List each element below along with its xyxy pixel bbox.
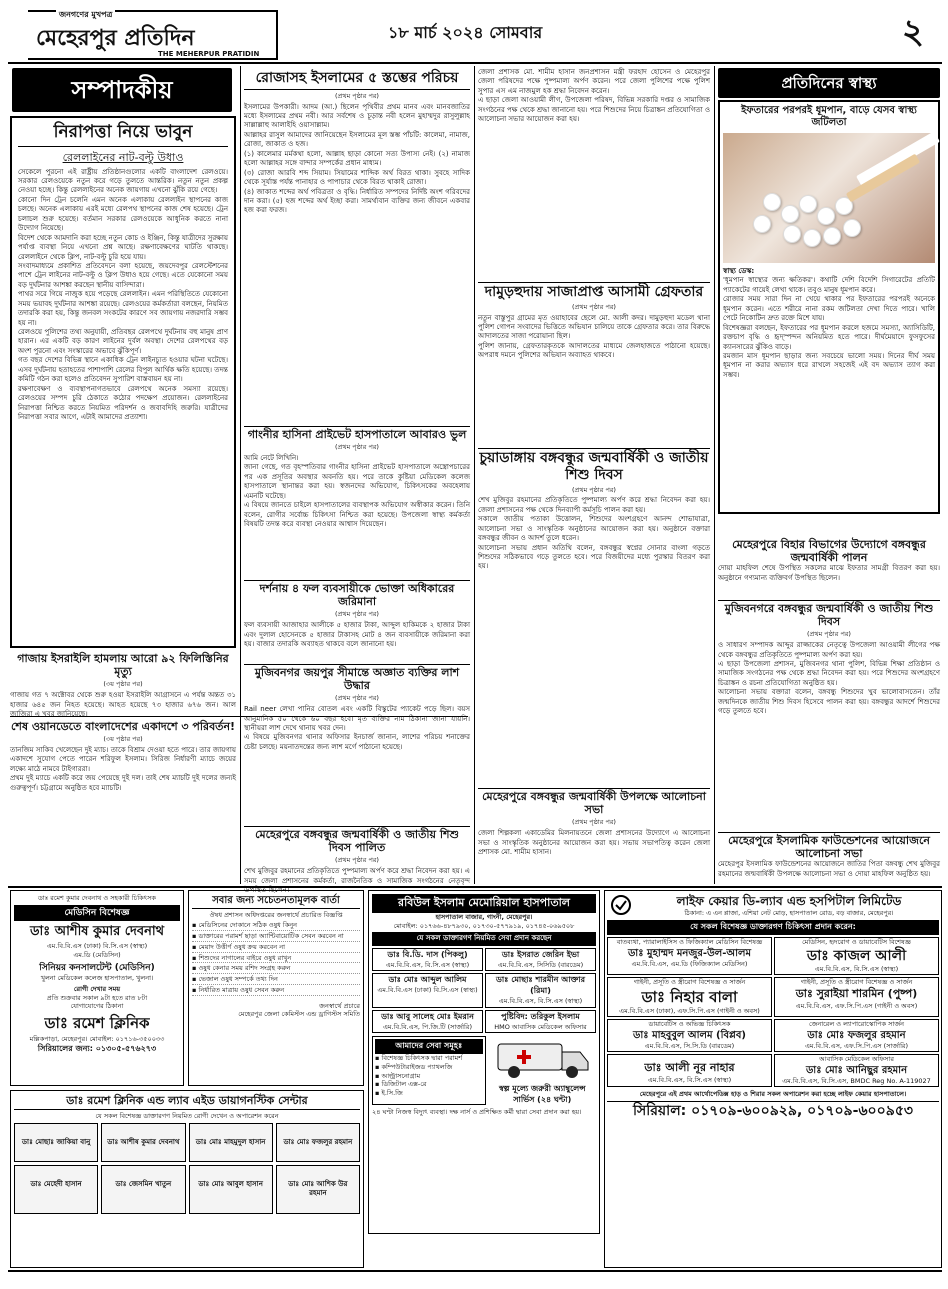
cigarettes-image bbox=[723, 133, 935, 263]
health-title: ইফতারের পরপরই ধূমপান, বাড়ে যেসব স্বাস্থ্য জটিলতা bbox=[741, 105, 917, 128]
doctor-name: ডাঃ আলী নূর নাহার bbox=[644, 1060, 735, 1074]
continued-label: (প্রথম পৃষ্ঠার পর) bbox=[335, 694, 379, 703]
continued-label: (প্রথম পৃষ্ঠার পর) bbox=[335, 610, 379, 619]
divider bbox=[718, 600, 940, 601]
doctor-specialty: মেডিসিন, হৃদরোগ ও ডায়াবেটিস বিশেষজ্ঞ bbox=[802, 937, 911, 946]
gaza-article bbox=[10, 652, 236, 719]
column-divider bbox=[714, 66, 715, 884]
health-box bbox=[718, 100, 940, 514]
ganni-article bbox=[244, 428, 470, 578]
bangabandhu-paragraph: শেখ মুজিবুর রহমানের প্রতিকৃতিতে পুষ্পমাল্য অর্পণ করে শ্রদ্ধা নিবেদন করা হয়। এ সময় জেলা প্রশাসনের কর্মকর্তা, রাজনৈতিক ও সামাজিক সংগঠনের নেতৃবৃন্দ উপস্থিত ছিলেন। bbox=[244, 867, 470, 895]
ganni-paragraph: এ বিষয়ে জানতে চাইলে হাসপাতালের ব্যবস্থাপক অভিযোগ অস্বীকার করেন। তিনি বলেন, রোগীর সর্বোচ্চ চিকিৎসা নিশ্চিত করা হয়েছে। উপজেলা স্বাস্থ্য কর্মকর্তা বিষয়টি তদন্ত করে ব্যবস্থা নেওয়ার আশ্বাস দিয়েছেন। bbox=[244, 501, 470, 529]
gaza-paragraph: গাজায় গত ৭ অক্টোবর থেকে শুরু হওয়া ইসরাইলি আগ্রাসনে এ পর্যন্ত অন্তত ৩১ হাজার ৬৪৫ জন নিহত হয়েছে। আহত হয়েছে ৭৩ হাজার ৬৭৬ জন। আল জাজিরা এ খবর জানিয়েছে। bbox=[10, 691, 236, 719]
editorial-subtitle: রেললাইনের নাট-বল্টু উধাও bbox=[62, 151, 184, 165]
rabiul-hospital-ad bbox=[368, 890, 600, 1234]
doctor-card: ডাঃ আশীষ কুমার দেবনাথ bbox=[101, 1123, 185, 1162]
alochona-paragraph: জেলা শিল্পকলা একাডেমির মিলনায়তনে জেলা প্রশাসনের উদ্যোগে এ আলোচনা সভা ও সাংস্কৃতিক অনুষ্ঠানের আয়োজন করা হয়। সভায় সভাপতিত্ব করেন জেলা প্রশাসক মো. শামীম হাসান। bbox=[478, 829, 710, 857]
continued-label: (প্রথম পৃষ্ঠার পর) bbox=[335, 856, 379, 865]
continuation-paragraph: এ ছাড়া জেলা আওয়ামী লীগ, উপজেলা পরিষদ, বিভিন্ন সরকারি দপ্তর ও সামাজিক সংগঠনের পক্ষ থেকে শ্রদ্ধা জানানো হয়। পরে শিশুদের নিয়ে চিত্রাঙ্কন প্রতিযোগিতা ও আলোচনা সভার আয়োজন করা হয়। bbox=[478, 96, 710, 124]
darshana-paragraph: ফল ব্যবসায়ী আজাহার আলীকে ৫ হাজার টাকা, আব্দুল হাকিমকে ২ হাজার টাকা এবং দুলাল হোসেনকে ৫ হাজার টাকাসহ মোট ৪ জন ব্যবসায়ীকে জরিমানা করা হয়। বাজার তদারকি অব্যাহত থাকবে বলে জানানো হয়। bbox=[244, 621, 470, 649]
lifecare-logo-icon bbox=[607, 894, 635, 916]
chuadanga-paragraph: সকালে জাতীয় পতাকা উত্তোলন, শিশুদের অংশগ্রহণে আনন্দ শোভাযাত্রা, আলোচনা সভা ও সাংস্কৃতিক অনুষ্ঠানের আয়োজন করা হয়। অনুষ্ঠানে বক্তারা বঙ্গবন্ধুর জীবন ও আদর্শ তুলে ধরেন। bbox=[478, 515, 710, 543]
health-paragraph: রোজার সময় সারা দিন না খেয়ে থাকার পর ইফতারের পরপরই অনেকে ধূমপান করেন। এতে শরীরে নানা রকম জটিলতা দেখা দিতে পারে। খালি পেটে নিকোটিন দ্রুত রক্তে মিশে যায়। bbox=[723, 295, 935, 323]
center-subtitle: যে সকল বিশেষজ্ঞ ডাক্তারগণ নিয়মিত রোগী দেখেন ও অপারেশন করেন bbox=[95, 1111, 279, 1120]
service-item: ▪ বিশেষজ্ঞ চিকিৎসক দ্বারা পরামর্শ bbox=[375, 1054, 463, 1063]
hospital-name: লাইফ কেয়ার ডি-ল্যাব এন্ড হসপিটাল লিমিটেড bbox=[676, 894, 902, 908]
mujibnagar-paragraph: এ বিষয়ে মুজিবনগর থানার অফিসার ইনচার্জ জানান, লাশের পরিচয় শনাক্তের চেষ্টা চলছে। ময়নাতদন্তের জন্য লাশ মর্গে পাঠানো হয়েছে। bbox=[244, 733, 470, 751]
health-paragraph: বিশেষজ্ঞরা বলছেন, ইফতারের পর ধূমপান করলে হজমে সমস্যা, অ্যাসিডিটি, রক্তচাপ বৃদ্ধি ও হৃদ্‌স্পন্দন অনিয়মিত হতে পারে। দীর্ঘমেয়াদে ফুসফুসের ক্যানসারের ঝুঁকিও বাড়ে। bbox=[723, 323, 935, 351]
doctor-degree: এম.বি.বি.এস (ঢাকা) বি.সি.এস (স্বাস্থ্য) bbox=[46, 942, 148, 951]
ganni-title: গাংনীর হাসিনা প্রাইভেট হাসপাতালে আবারও ভুল bbox=[247, 428, 467, 441]
health-paragraph: 'ধূমপান স্বাস্থ্যের জন্য ক্ষতিকর'। কথাটি দেশি বিদেশি সিগারেটের প্রতিটি প্যাকেটের গায়েই লেখা থাকে। তবুও মানুষ ধূমপান করে। bbox=[723, 276, 935, 294]
bangabandhu-article bbox=[244, 828, 470, 895]
health-photo bbox=[723, 133, 935, 263]
masthead bbox=[8, 6, 942, 64]
editorial-paragraph: গত বছর দেশের বিভিন্ন স্থানে একাধিক ট্রেন লাইনচ্যুত হওয়ার ঘটনা ঘটেছে। এসব দুর্ঘটনায় হতাহতের পাশাপাশি রেলের বিপুল আর্থিক ক্ষতি হয়েছে। তদন্ত কমিটি গঠন করা হলেও প্রতিবেদন সুপারিশ বাস্তবায়ন হয় না। bbox=[18, 356, 228, 384]
doctor-name: ডাঃ ইসরাত জেরিন ইভা bbox=[501, 949, 580, 959]
doctor-institution: খুলনা মেডিকেল কলেজ হাসপাতাল, খুলনা। bbox=[40, 974, 154, 983]
notice-item: ▪ মেয়াদ উত্তীর্ণ ওষুধ ক্রয় করবেন না bbox=[192, 943, 360, 953]
doctor-name: পুষ্টিবিদ: তরিকুল ইসলাম bbox=[501, 1011, 580, 1021]
health-paragraph: রমজান মাস ধূমপান ছাড়ার জন্য সবচেয়ে ভালো সময়। দিনের দীর্ঘ সময় ধূমপান না করার অভ্যাস ধরে রাখলে সহজেই এই বদ অভ্যাস ত্যাগ করা সম্ভব। bbox=[723, 351, 935, 379]
roja-title: রোজাসহ ইসলামের ৫ স্তম্ভের পরিচয় bbox=[244, 68, 470, 90]
doctor-card: ডাঃ মোঃ মাহমুদুল হাসান bbox=[189, 1123, 273, 1162]
editorial-box bbox=[10, 116, 236, 648]
mujibnagar-title: মুজিবনগর জয়পুর সীমান্তে অজ্ঞাত ব্যক্তির লাশ উদ্ধার bbox=[254, 666, 460, 693]
doctor-degree: এম.বি.বি.এস, বি.সি.এস (স্বাস্থ্য) bbox=[814, 965, 899, 974]
page-bottom-rule bbox=[8, 1270, 942, 1272]
notice-item: ▪ শিশুদের নাগালের বাইরে ওষুধ রাখুন bbox=[192, 954, 360, 964]
editorial-paragraph: বিদেশ থেকে আমদানি করা হচ্ছে নতুন কোচ ও ইঞ্জিন, কিন্তু যাত্রীদের সুরক্ষায় পর্যাপ্ত ব্যবস্থা নিয়ে এখনো প্রশ্ন আছে। রক্ষণাবেক্ষণের ঘাটতি থাকছে। রেললাইনে থেকে ক্লিপ, নাট-বল্টু চুরি হয়ে যায়। bbox=[18, 233, 228, 261]
notice-list bbox=[192, 921, 360, 995]
ramesh-diagnostic-ad bbox=[10, 1090, 364, 1268]
divider bbox=[244, 826, 470, 827]
damurhuda-title: দামুড়হুদায় সাজাপ্রাপ্ত আসামী গ্রেফতার bbox=[484, 284, 704, 300]
doctor-name: ডাঃ মাহবুবুল আলম (বিপ্লব) bbox=[633, 1029, 746, 1041]
doctor-degree: এম.বি.বি.এস (ঢাকা), এফ.সি.পি.এস (গাইনী ও অবস) bbox=[619, 1007, 760, 1016]
hospital-address: ঠিকানা: এ এন প্লাজা, এশিয়া নেট মোড়, হাসপাতাল রোড, বড় বাজার, মেহেরপুর। bbox=[684, 909, 894, 918]
notice-footer: জনস্বার্থে প্রচারে bbox=[319, 1001, 360, 1010]
doctor-name: ডাঃ মোঃ আনিছুর রহমান bbox=[805, 1064, 908, 1076]
doctor-specialty: গাইনী, প্রসূতি ও স্ত্রীরোগ বিশেষজ্ঞ ও সার্জন bbox=[800, 978, 913, 987]
visiting-time: প্রতি শুক্রবার সকাল ৯টা হতে রাত ৮টা bbox=[46, 993, 148, 1002]
doctor-position: সিনিয়র কনসালটেন্ট (মেডিসিন) bbox=[39, 962, 155, 973]
ad-header: ডাঃ রমেশ কুমার দেবনাথ ও সহকারী চিকিৎসক bbox=[38, 894, 156, 902]
doctor-specialty: বাতব্যথা, প্যারালাইসিস ও ফিজিক্যাল মেডিসিন বিশেষজ্ঞ bbox=[616, 937, 763, 946]
notice-title: সবার জন্য সচেতনতামূলক বার্তা bbox=[192, 894, 360, 909]
alochona-article bbox=[478, 790, 710, 884]
mujibnagar2-paragraph: আলোচনা সভায় বক্তারা বলেন, বঙ্গবন্ধু শিশুদের খুব ভালোবাসতেন। তাঁর জন্মদিনকে জাতীয় শিশু দিবস হিসেবে পালন করা হয়। বঙ্গবন্ধুর আদর্শে শিশুদের গড়ে তুলতে হবে। bbox=[718, 688, 940, 716]
notice-item: ▪ নির্ধারিত মাত্রায় ওষুধ সেবন করুন bbox=[192, 986, 360, 996]
editorial-title: নিরাপত্তা নিয়ে ভাবুন bbox=[18, 122, 228, 147]
awareness-notice-ad bbox=[188, 890, 364, 1086]
islamic-article bbox=[718, 834, 940, 884]
continued-label: (প্রথম পৃষ্ঠার পর) bbox=[572, 485, 616, 494]
newspaper-name-en: THE MEHERPUR PRATIDIN bbox=[158, 50, 260, 58]
doctor-name: ডাঃ নিহার বালা bbox=[641, 987, 738, 1006]
doctor-degree: এম.বি.বি.এস, পি.জি.টি (সার্জারি) bbox=[382, 1022, 472, 1031]
cricket-paragraph: প্রথম দুই ম্যাচে একটি করে জয় পেয়েছে দুই দল। তাই শেষ ম্যাচটি দুই দলের জন্যই গুরুত্বপূর্ণ। চট্টগ্রামে অনুষ্ঠিত হবে ম্যাচটি। bbox=[10, 774, 236, 792]
doctor-name: ডাঃ কাজল আলী bbox=[806, 947, 907, 964]
gaza-title: গাজায় ইসরাইলি হামলায় আরো ৯২ ফিলিস্তিনির মৃত্যু bbox=[17, 652, 229, 679]
mujibnagar2-title: মুজিবনগরে বঙ্গবন্ধুর জন্মবার্ষিকী ও জাতীয় শিশু দিবস bbox=[724, 602, 934, 629]
damurhuda-paragraph: নতুন বাস্তুপুর গ্রামের মৃত ওয়াহাবের ছেলে মো. আলী কদর। দামুড়হুদা মডেল থানা পুলিশ গোপন সংবাদের ভিত্তিতে অভিযান চালিয়ে তাকে গ্রেফতার করে। তার বিরুদ্ধে আদালতের সাজা পরোয়ানা ছিল। bbox=[478, 313, 710, 341]
notice-intro: ঔষধ প্রশাসন অধিদপ্তরের জনস্বার্থে প্রচারিত বিজ্ঞপ্তি bbox=[209, 910, 343, 919]
service-item: ▪ ডিজিটাল এক্স-রে bbox=[375, 1080, 427, 1089]
service-item: ▪ আল্ট্রাসনোগ্রাম bbox=[375, 1071, 421, 1080]
doctor-card: ডাঃ মোঃ ফজলুর রহমান bbox=[276, 1123, 360, 1162]
mujibnagar-article bbox=[244, 666, 470, 768]
ad-specialty: মেডিসিন বিশেষজ্ঞ bbox=[14, 905, 180, 921]
divider bbox=[718, 832, 940, 833]
roja-paragraph: আল্লাহর রাসুল আমাদের জানিয়েছেন ইসলামের মূল স্তম্ভ পাঁচটি: কালেমা, নামাজ, রোজা, জাকাত ও হজ। bbox=[244, 130, 470, 149]
mujibnagar2-article bbox=[718, 602, 940, 832]
ambulance-text: স্বল্প মূল্যে জরুরী অ্যাম্বুলেন্স সার্ভিস (২৪ ঘন্টা) bbox=[498, 1083, 586, 1104]
hospital-phone: মোবাইল: ০১৭৬৬-৪৮৭৯৩০, ০১৭৩০-৫৭৭৯১৯, ০১৭৪৫-০৬৯৫০৮ bbox=[393, 921, 575, 930]
doctor-degree: এম.বি.বি.এস, এফ.সি.পি.এস (গাইনী ও অবস) bbox=[795, 1001, 918, 1010]
page-number: ২ bbox=[901, 12, 924, 52]
darshana-article bbox=[244, 582, 470, 662]
mujibnagar2-paragraph: ও সাধারণ সম্পাদক আব্দুর রাজ্জাকের নেতৃত্বে উপজেলা আওয়ামী লীগের পক্ষ থেকে বঙ্গবন্ধুর প্রতিকৃতিতে পুষ্পমাল্য অর্পণ করা হয়। bbox=[718, 641, 940, 659]
damurhuda-article bbox=[478, 284, 710, 444]
damurhuda-paragraph: পুলিশ জানায়, গ্রেফতারকৃতকে আদালতের মাধ্যমে জেলহাজতে পাঠানো হয়েছে। অপরাধ দমনে পুলিশের অভিযান অব্যাহত থাকবে। bbox=[478, 341, 710, 360]
doctor-degree: এম.বি.বি.এস, বি.সি.এস, BMDC Reg No. A-119027 bbox=[782, 1077, 931, 1086]
doctor-specialty: আবাসিক মেডিকেল অফিসার bbox=[819, 1054, 894, 1063]
doctor-degree: এম.বি.বি.এস, বি.সি.এস (স্বাস্থ্য) bbox=[647, 1075, 732, 1084]
services-list bbox=[375, 1054, 483, 1098]
serial-number: সিরিয়ালের জন্য: ০১৩০৫-৫৭৬২৭৩ bbox=[37, 1044, 157, 1054]
continued-label: (প্রথম পৃষ্ঠার পর) bbox=[572, 302, 616, 311]
ambulance-icon bbox=[492, 1036, 592, 1080]
alochona-title: মেহেরপুরে বঙ্গবন্ধুর জন্মবার্ষিকী উপলক্ষে আলোচনা সভা bbox=[482, 790, 706, 817]
column-divider bbox=[240, 66, 241, 884]
doctor-degree: এম.বি.বি.এস, বি.সি.এস (স্বাস্থ্য) bbox=[498, 996, 583, 1005]
center-name: ডাঃ রমেশ ক্লিনিক এন্ড ল্যাব এইড ডায়াগনস্টিক সেন্টার bbox=[14, 1094, 360, 1110]
notice-item: ▪ মেডিসিনের দোকানে সঠিক ওষুধ কিনুন bbox=[192, 921, 360, 931]
divider bbox=[244, 426, 470, 427]
issue-date: ১৮ মার্চ ২০২৪ সোমবার bbox=[388, 23, 543, 42]
newspaper-name: মেহেরপুর প্রতিদিন bbox=[36, 26, 195, 51]
biha-paragraph: দোয়া মাহফিল শেষে উপস্থিত সকলের মাঝে ইফতার সামগ্রী বিতরণ করা হয়। অনুষ্ঠানে গণ্যমান্য ব্যক্তিবর্গ উপস্থিত ছিলেন। bbox=[718, 564, 940, 582]
divider bbox=[244, 580, 470, 581]
doctor-degree: এম.বি.বি.এস, বি.সি.এস (স্বাস্থ্য) bbox=[385, 960, 470, 969]
notice-item: ▪ ভেজাল ওষুধ সম্পর্কে তথ্য দিন bbox=[192, 975, 360, 985]
doctor-degree: এম.বি.বি.এস (ঢাকা) বি.সি.এস (স্বাস্থ্য) bbox=[377, 986, 478, 995]
biha-title: মেহেরপুরে বিহার বিভাগের উদ্যোগে বঙ্গবন্ধুর জন্মবার্ষিকী পালন bbox=[732, 538, 926, 565]
continued-label: (প্রথম পৃষ্ঠার পর) bbox=[335, 443, 379, 452]
mujibnagar2-paragraph: এ ছাড়া উপজেলা প্রশাসন, মুজিবনগর থানা পুলিশ, বিভিন্ন শিক্ষা প্রতিষ্ঠান ও সামাজিক সংগঠনের পক্ষ থেকে শ্রদ্ধা নিবেদন করা হয়। পরে শিশুদের অংশগ্রহণে চিত্রাঙ্কন ও রচনা প্রতিযোগিতা অনুষ্ঠিত হয়। bbox=[718, 660, 940, 687]
doctor-name: ডাঃ সুরাইয়া শারমিন (পুষ্প) bbox=[795, 986, 918, 1000]
doctor-name: ডাঃ আশীষ কুমার দেবনাথ bbox=[29, 923, 165, 939]
roja-article bbox=[244, 68, 470, 368]
bangabandhu-title: মেহেরপুরে বঙ্গবন্ধুর জন্মবার্ষিকী ও জাতীয় শিশু দিবস পালিত bbox=[255, 828, 459, 855]
doctor-degree: এম.বি.বি.এস, সি.সি.ডি (বারডেম) bbox=[644, 1042, 735, 1051]
newspaper-logo bbox=[28, 10, 278, 60]
editorial-paragraph: রেলওয়ে পুলিশের তথ্য অনুযায়ী, প্রতিবছর রেলপথে দুর্ঘটনায় বহু মানুষ প্রাণ হারান। এর একটি বড় কারণ লাইনের দুর্বল অবস্থা। দেশের রেলপথের বড় অংশ পুরনো এবং সংস্কারের অভাবে ঝুঁকিপূর্ণ। bbox=[18, 328, 228, 355]
address-label: যোগাযোগের ঠিকানা bbox=[70, 1002, 124, 1011]
editorial-paragraph: রক্ষণাবেক্ষণ ও ব্যবস্থাপনাগতভাবে রেলপথে অনেক সমস্যা রয়েছে। রেলওয়ের সম্পদ চুরি ঠেকাতে কঠোর পদক্ষেপ প্রয়োজন। রেললাইনের নিরাপত্তা নিশ্চিত করতে নিয়মিত পরিদর্শন ও জবাবদিহি জরুরি। যাত্রীদের নিরাপত্তা সবার আগে, এটাই আমাদের প্রত্যাশা। bbox=[18, 384, 228, 421]
chuadanga-paragraph: আলোচনা সভায় প্রধান অতিথি বলেন, বঙ্গবন্ধুর স্বপ্নের সোনার বাংলা গড়তে শিশুদের সঠিকভাবে গড়ে তুলতে হবে। পরে বিজয়ীদের মধ্যে পুরস্কার বিতরণ করা হয়। bbox=[478, 543, 710, 571]
continued-label: (প্রথম পৃষ্ঠার পর) bbox=[335, 91, 379, 100]
roja-paragraph: (৩) রোজা আরবি শব্দ সিয়াম। সিয়ামের শাব্দিক অর্থ বিরত থাকা। সুবহে সাদিক থেকে সূর্যাস্ত পর্যন্ত পানাহার ও পাপাচার থেকে বিরত থাকাই রোজা। bbox=[244, 168, 470, 187]
doctor-card: ডাঃ মোছাঃ জাকিয়া বানু bbox=[14, 1123, 98, 1162]
continuation-paragraph: জেলা প্রশাসক মো. শামীম হাসান জনপ্রশাসন মন্ত্রী ফরহাদ হোসেন ও মেহেরপুর জেলা পরিষদের পক্ষে পুষ্পমাল্য অর্পণ করেন। পরে জেলা পুলিশের পক্ষে পুলিশ সুপার এস এম নাজমুল হক শ্রদ্ধা নিবেদন করেন। bbox=[478, 68, 710, 95]
hospital-name: রবিউল ইসলাম মেমোরিয়াল হাসপাতাল bbox=[372, 894, 596, 913]
roja-paragraph: (৪) জাকাত শব্দের অর্থ পবিত্রতা ও বৃদ্ধি। নির্ধারিত সম্পদের নির্দিষ্ট অংশ গরিবদের দান করা। (৫) হজ শব্দের অর্থ ইচ্ছা করা। সামর্থ্যবান ব্যক্তির জন্য জীবনে একবার হজ করা ফরজ। bbox=[244, 187, 470, 215]
ganni-paragraph: আমি নেটে লিখিনি। bbox=[244, 453, 299, 462]
doctor-card: ডাঃ মেহেদী হাসান bbox=[14, 1165, 98, 1214]
lifecare-hospital-ad bbox=[604, 890, 942, 1268]
doctor-specialty: ডায়াবেটিস ও অভিজ্ঞ চিকিৎসক bbox=[648, 1019, 731, 1028]
cricket-article bbox=[10, 720, 236, 880]
divider bbox=[478, 448, 710, 449]
doctor-grid bbox=[14, 1123, 360, 1214]
editorial-paragraph: কোনো দিন ট্রেন চলেনি এমন অনেক এলাকায় রেললাইন স্থাপনের কাজ চলছে। অনেক এলাকায় এরই মধ্যে রেলপথ স্থাপনের কাজ শেষ হয়েছে। ট্রেন চলাচল শুরু হয়েছে। বর্তমান সরকার রেলওয়েকে আধুনিক করতে নানা উদ্যোগ নিয়েছে। bbox=[18, 195, 228, 233]
doctors-bar: যে সকল বিশেষজ্ঞ ডাক্তারগণ চিকিৎসা প্রদান করেন: bbox=[607, 920, 939, 935]
notice-item: ▪ ওষুধ কেনার সময় রশিদ সংগ্রহ করুন bbox=[192, 964, 360, 974]
clinic-address: মল্লিকপাড়া, মেহেরপুর। মোবাইল: ০১৭১৬-৩৫০০৩৩ bbox=[29, 1035, 165, 1044]
darshana-title: দর্শনায় ৪ ফল ব্যবসায়ীকে ভোক্তা অধিকারের জরিমানা bbox=[259, 582, 455, 609]
divider bbox=[244, 664, 470, 665]
health-label: স্বাস্থ্য ডেস্ক: bbox=[723, 267, 755, 275]
doctor-degree: এম.বি.বি.এস, এফ.সি.পি.এস (সার্জারি) bbox=[804, 1042, 909, 1051]
visiting-label: রোগী দেখার সময় bbox=[73, 984, 121, 993]
doctor-card: ডাঃ জেসমিন খাতুন bbox=[101, 1165, 185, 1214]
editorial-section-heading: সম্পাদকীয় bbox=[12, 68, 232, 112]
clinic-name: ডাঃ রমেশ ক্লিনিক bbox=[44, 1014, 150, 1033]
ads-divider bbox=[8, 886, 942, 888]
doctor-degree: এম.বি.বি.এস, এম.ডি (ফিজিক্যাল মেডিসিন) bbox=[631, 960, 748, 969]
doctor-name: ডাঃ মোঃ ফজলুর রহমান bbox=[807, 1029, 906, 1041]
tagline: জনগণের মুখপত্র bbox=[56, 10, 115, 21]
ramesh-clinic-ad bbox=[10, 890, 184, 1086]
doctor-specialty: জেনারেল ও ল্যাপারোস্কোপিক সার্জন bbox=[808, 1019, 905, 1028]
doctor-specialty: গাইনী, প্রসূতি ও স্ত্রীরোগ বিশেষজ্ঞ ও সার্জন bbox=[633, 978, 746, 987]
hospital-footer: মেহেরপুরে এই প্রথম আর্থোপেডিক্স হাড় ও শিরার সকল অপারেশন করা হচ্ছে লাইফ কেয়ার হাসপাতালে। bbox=[639, 1090, 907, 1099]
doctor-name: ডাঃ মোছাঃ শারমীন আক্তার (রিমা) bbox=[495, 975, 586, 996]
doctor-name: ডাঃ বি.ডি. দাস (পিকলু) bbox=[387, 949, 468, 959]
service-item: ▪ কম্পিউটারাইজড প্যাথলজি bbox=[375, 1062, 453, 1071]
doctors-bar: যে সকল ডাক্তারগণ নিয়মিত সেবা প্রদান করছেন bbox=[372, 932, 596, 945]
hospital-note: ২৪ ঘণ্টা নিজস্ব বিদ্যুৎ ব্যবস্থা। দক্ষ নার্স ও প্রশিক্ষিত কর্মী দ্বারা সেবা প্রদান করা হয়। bbox=[372, 1108, 582, 1117]
chuadanga-article bbox=[478, 450, 710, 700]
notice-item: ▪ ডাক্তারের পরামর্শ ছাড়া অ্যান্টিবায়োটিক সেবন করবেন না bbox=[192, 932, 360, 942]
editorial-paragraph: সংবাদমাধ্যমে প্রকাশিত প্রতিবেদনে বলা হয়েছে, জয়দেবপুর রেলস্টেশনের পাশে ট্রেন লাইনের নাট-বল্টু ও ক্লিপ উধাও হয়ে গেছে। এতে যেকোনো সময় বড় দুর্ঘটনার আশঙ্কা করছেন স্থানীয় বাসিন্দারা। bbox=[18, 261, 228, 289]
ganni-paragraph: জানা গেছে, গত বৃহস্পতিবার গাংনীর হাসিনা প্রাইভেট হাসপাতালে অস্ত্রোপচারের পর এক প্রসূতির অবস্থার অবনতি হয়। পরে তাকে কুষ্টিয়া মেডিকেল কলেজ হাসপাতালে স্থানান্তর করা হয়। স্বজনদের অভিযোগ, চিকিৎসকের অবহেলায় এমনটি ঘটেছে। bbox=[244, 463, 470, 500]
column-divider bbox=[474, 66, 475, 884]
continued-label: (৩য় পৃষ্ঠার পর) bbox=[103, 735, 143, 744]
continued-label: (প্রথম পৃষ্ঠার পর) bbox=[572, 818, 616, 827]
continued-label: (৩য় পৃষ্ঠার পর) bbox=[103, 680, 143, 689]
cricket-title: শেষ ওয়ানডেতে বাংলাদেশের একাদশে ৩ পরিবর্তন! bbox=[10, 720, 236, 733]
roja-paragraph: ইসলামের উপকারী। আদম (আ.) ছিলেন পৃথিবীর প্রথম মানব এবং মানবজাতির মধ্যে ইসলামের প্রথম নবী। আর সর্বশেষ ও চূড়ান্ত নবী হলেন মুহাম্মদুর রাসুলুল্লাহ সাল্লাল্লাহু আলাইহি ওয়াসাল্লাম। bbox=[244, 102, 470, 130]
doctor-degree: এম.বি.বি.এস, সিসিডি (বারডেম) bbox=[497, 960, 584, 969]
islamic-paragraph: মেহেরপুর ইসলামিক ফাউন্ডেশনের আয়োজনে জাতির পিতা বঙ্গবন্ধু শেখ মুজিবুর রহমানের জন্মবার্ষিকী উপলক্ষে আলোচনা সভা ও দোয়া মাহফিল অনুষ্ঠিত হয়। bbox=[718, 860, 940, 878]
doctor-name: ডাঃ মোঃ আব্দুল আলিম bbox=[388, 975, 467, 985]
doctor-card: ডাঃ মোঃ আশিক উর রহমান bbox=[276, 1165, 360, 1214]
roja-paragraph: (১) কালেমার মর্মকথা হলো, আল্লাহ ছাড়া কোনো সত্য উপাস্য নেই। (২) নামাজ হলো আল্লাহর সঙ্গে বান্দার সম্পর্কের প্রধান মাধ্যম। bbox=[244, 149, 470, 168]
health-section-heading: প্রতিদিনের স্বাস্থ্য bbox=[718, 68, 940, 98]
continued-label: (প্রথম পৃষ্ঠার পর) bbox=[807, 630, 851, 639]
notice-signature: মেহেরপুর জেলা কেমিস্টস এন্ড ড্রাগিস্টস সমিতি bbox=[238, 1010, 360, 1019]
doctor-degree: এম.ডি (মেডিসিন) bbox=[73, 951, 121, 960]
chuadanga-title: চুয়াডাঙ্গায় বঙ্গবন্ধুর জন্মবার্ষিকী ও জাতীয় শিশু দিবস bbox=[479, 450, 709, 483]
hospital-address: হাসপাতাল বাজার, গাংনী, মেহেরপুর। bbox=[435, 912, 533, 921]
serial-number: সিরিয়াল: ০১৭০৯-৬০০৯২৯, ০১৭০৯-৬০০৯৫৩ bbox=[607, 1101, 939, 1121]
doctor-card: ডাঃ মোঃ আবুল হাসান bbox=[189, 1165, 273, 1214]
doctor-name: ডাঃ মুহাম্মদ মনজুর-উল-আলম bbox=[627, 947, 752, 959]
divider bbox=[478, 788, 710, 789]
mujibnagar-paragraph: Rail neer লেখা পানির বোতল এবং একটি বিস্কুটের প্যাকেট পড়ে ছিল। বয়স আনুমানিক ৫০ থেকে ৬০ বছর হবে। মৃত ব্যক্তির নাম ঠিকানা জানা যায়নি। স্থানীয়রা লাশ দেখে থানায় খবর দেন। bbox=[244, 705, 470, 733]
editorial-paragraph: পাথর সরে গিয়ে নাজুক হয়ে পড়েছে রেললাইন। এমন পরিস্থিতিতে যেকোনো সময় ভয়াবহ দুর্ঘটনার আশঙ্কা রয়েছে। রেলওয়ের কর্মকর্তারা বলছেন, নিয়মিত তদারকি করা হয়, কিন্তু জনবল সংকটের কারণে সব জায়গায় নজরদারি সম্ভব হয় না। bbox=[18, 290, 228, 327]
service-item: ▪ ই.সি.জি bbox=[375, 1089, 403, 1098]
chuadanga-paragraph: শেখ মুজিবুর রহমানের প্রতিকৃতিতে পুষ্পমাল্য অর্পণ করে শ্রদ্ধা নিবেদন করা হয়। জেলা প্রশাসনের পক্ষ থেকে দিনব্যাপী কর্মসূচি পালন করা হয়। bbox=[478, 496, 710, 514]
services-title: আমাদের সেবা সমূহঃ bbox=[375, 1039, 483, 1054]
doctor-role: HMO আবাসিক মেডিকেল অফিসার bbox=[494, 1022, 587, 1031]
p2-continuation bbox=[478, 68, 710, 268]
islamic-title: মেহেরপুরে ইসলামিক ফাউন্ডেশনের আয়োজনে আলোচনা সভা bbox=[728, 834, 930, 861]
editorial-paragraph: সেকেলে পুরনো এই রাষ্ট্রীয় প্রতিষ্ঠানগুলোর একটি বাংলাদেশ রেলওয়ে। সরকার রেলওয়েকে নতুন করে গড়ে তুলতে আন্তরিক। নতুন নতুন প্রকল্প নেওয়া হচ্ছে। কিন্তু রেললাইনের অনেক জায়গায় এখনো ঝুঁকি রয়ে গেছে। bbox=[18, 167, 228, 195]
divider bbox=[478, 282, 710, 283]
cricket-paragraph: তানজিম সাকিব খেলেছেন দুই ম্যাচ। তাকে বিশ্রাম দেওয়া হতে পারে। তার জায়গায় একাদশে সুযোগ পেতে পারেন শরিফুল ইসলাম। সিরিজ নির্ধারণী ম্যাচে জয়ের লক্ষ্যে মাঠে নামবে টাইগাররা। bbox=[10, 745, 236, 773]
doctor-name: ডাঃ আবু সালেহ মোঃ ইমরান bbox=[381, 1011, 474, 1021]
